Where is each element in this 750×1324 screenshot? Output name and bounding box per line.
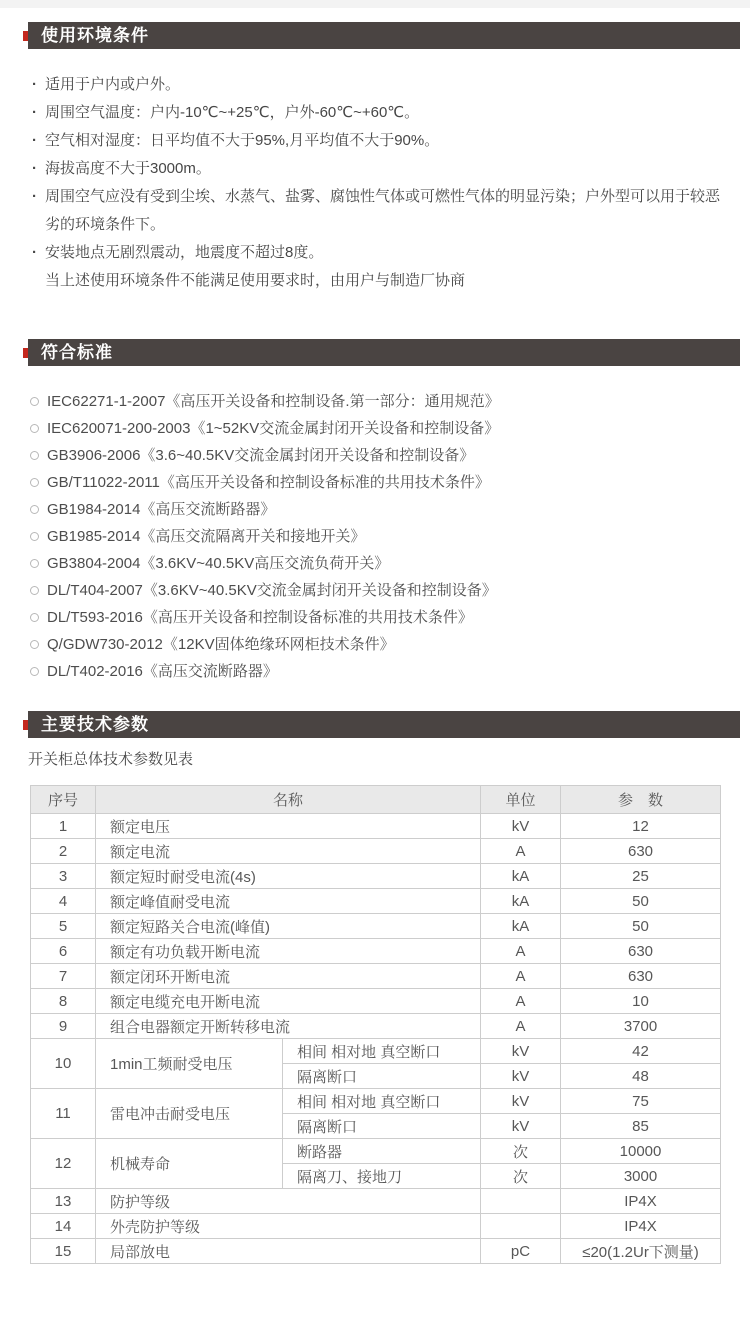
cell-unit: A [481, 839, 561, 864]
cell-name: 额定电流 [96, 839, 481, 864]
cell-value: IP4X [561, 1214, 721, 1239]
cell-name: 机械寿命 [96, 1139, 283, 1189]
cell-no: 12 [31, 1139, 96, 1189]
cell-no: 15 [31, 1239, 96, 1264]
cell-value: 25 [561, 864, 721, 889]
cell-no: 10 [31, 1039, 96, 1089]
cell-no: 2 [31, 839, 96, 864]
env-condition-item: · 适用于户内或户外。 [32, 71, 726, 99]
table-row [31, 1239, 721, 1264]
standard-item: Q/GDW730-2012《12KV固体绝缘环网柜技术条件》 [30, 631, 726, 658]
cell-value: 630 [561, 964, 721, 989]
standard-item: DL/T404-2007《3.6KV~40.5KV交流金属封闭开关设备和控制设备》 [30, 577, 726, 604]
cell-name: 雷电冲击耐受电压 [96, 1089, 283, 1139]
table-caption: 开关柜总体技术参数见表 [28, 751, 194, 768]
section-title-standards: 符合标准 [41, 343, 113, 362]
cell-no: 6 [31, 939, 96, 964]
section-banner-standards [28, 339, 740, 366]
cell-name: 额定短时耐受电流(4s) [96, 864, 481, 889]
cell-name: 1min工频耐受电压 [96, 1039, 283, 1089]
cell-no: 9 [31, 1014, 96, 1039]
cell-subname: 相间 相对地 真空断口 [283, 1039, 481, 1064]
cell-name: 组合电器额定开断转移电流 [96, 1014, 481, 1039]
cell-unit [481, 1214, 561, 1239]
cell-subname: 隔离刀、接地刀 [283, 1164, 481, 1189]
cell-subname: 断路器 [283, 1139, 481, 1164]
env-condition-item: · 海拔高度不大于3000m。 [32, 155, 726, 183]
standard-item: GB/T11022-2011《高压开关设备和控制设备标准的共用技术条件》 [30, 469, 726, 496]
cell-value: 630 [561, 939, 721, 964]
top-strip [0, 0, 750, 8]
env-condition-item: · 安装地点无剧烈震动，地震度不超过8度。 [32, 239, 726, 267]
cell-unit: kV [481, 1114, 561, 1139]
standard-item: GB1984-2014《高压交流断路器》 [30, 496, 726, 523]
cell-value: 3000 [561, 1164, 721, 1189]
cell-value: 48 [561, 1064, 721, 1089]
standard-item: DL/T593-2016《高压开关设备和控制设备标准的共用技术条件》 [30, 604, 726, 631]
table-row [31, 989, 721, 1014]
table-row [31, 864, 721, 889]
env-condition-item: · 空气相对湿度：日平均值不大于95%,月平均值不大于90%。 [32, 127, 726, 155]
cell-name: 额定短路关合电流(峰值) [96, 914, 481, 939]
env-condition-item: · 周围空气应没有受到尘埃、水蒸气、盐雾、腐蚀性气体或可燃性气体的明显污染；户外型可以用于较恶劣的环境条件下。 [32, 183, 726, 239]
cell-unit: kV [481, 1089, 561, 1114]
section-title-environment: 使用环境条件 [41, 26, 149, 45]
cell-value: 50 [561, 889, 721, 914]
table-row [31, 1014, 721, 1039]
cell-no: 7 [31, 964, 96, 989]
cell-subname: 隔离断口 [283, 1064, 481, 1089]
cell-value: 75 [561, 1089, 721, 1114]
cell-name: 局部放电 [96, 1239, 481, 1264]
cell-no: 4 [31, 889, 96, 914]
standard-item: GB1985-2014《高压交流隔离开关和接地开关》 [30, 523, 726, 550]
cell-unit: A [481, 989, 561, 1014]
cell-unit: kA [481, 914, 561, 939]
cell-subname: 相间 相对地 真空断口 [283, 1089, 481, 1114]
env-conditions-list [32, 71, 726, 295]
cell-unit: kV [481, 814, 561, 839]
cell-value: 630 [561, 839, 721, 864]
header-cell-value: 参 数 [561, 786, 721, 814]
table-row [31, 814, 721, 839]
cell-value: 10 [561, 989, 721, 1014]
cell-value: 50 [561, 914, 721, 939]
standard-item: IEC62271-1-2007《高压开关设备和控制设备.第一部分：通用规范》 [30, 388, 726, 415]
cell-unit: kV [481, 1064, 561, 1089]
cell-unit: A [481, 939, 561, 964]
cell-unit [481, 1189, 561, 1214]
cell-value: ≤20(1.2Ur下测量) [561, 1239, 721, 1264]
standards-list [30, 388, 726, 685]
cell-name: 额定电压 [96, 814, 481, 839]
cell-unit: kA [481, 889, 561, 914]
table-row [31, 1039, 721, 1064]
cell-subname: 隔离断口 [283, 1114, 481, 1139]
table-row [31, 939, 721, 964]
cell-name: 额定峰值耐受电流 [96, 889, 481, 914]
table-header-row [31, 786, 721, 814]
cell-no: 3 [31, 864, 96, 889]
standard-item: DL/T402-2016《高压交流断路器》 [30, 658, 726, 685]
cell-no: 14 [31, 1214, 96, 1239]
params-table [30, 785, 721, 1264]
standard-item: GB3906-2006《3.6~40.5KV交流金属封闭开关设备和控制设备》 [30, 442, 726, 469]
cell-name: 额定电缆充电开断电流 [96, 989, 481, 1014]
cell-unit: 次 [481, 1139, 561, 1164]
cell-unit: kV [481, 1039, 561, 1064]
cell-no: 8 [31, 989, 96, 1014]
cell-name: 外壳防护等级 [96, 1214, 481, 1239]
header-cell-no: 序号 [31, 786, 96, 814]
cell-unit: 次 [481, 1164, 561, 1189]
cell-name: 防护等级 [96, 1189, 481, 1214]
table-row [31, 1214, 721, 1239]
table-row [31, 1089, 721, 1114]
standard-item: IEC620071-200-2003《1~52KV交流金属封闭开关设备和控制设备》 [30, 415, 726, 442]
cell-value: 12 [561, 814, 721, 839]
section-banner-parameters [28, 711, 740, 738]
header-cell-unit: 单位 [481, 786, 561, 814]
cell-value: IP4X [561, 1189, 721, 1214]
cell-name: 额定闭环开断电流 [96, 964, 481, 989]
header-cell-name: 名称 [96, 786, 481, 814]
params-table-body [31, 814, 721, 1264]
cell-value: 42 [561, 1039, 721, 1064]
env-condition-note: 当上述使用环境条件不能满足使用要求时，由用户与制造厂协商 [45, 272, 466, 289]
cell-no: 1 [31, 814, 96, 839]
cell-no: 11 [31, 1089, 96, 1139]
section-title-parameters: 主要技术参数 [41, 715, 149, 734]
cell-value: 10000 [561, 1139, 721, 1164]
env-condition-item: · 周围空气温度：户内-10℃~+25℃，户外-60℃~+60℃。 [32, 99, 726, 127]
table-row [31, 914, 721, 939]
cell-unit: pC [481, 1239, 561, 1264]
table-row [31, 1189, 721, 1214]
cell-value: 3700 [561, 1014, 721, 1039]
table-row [31, 889, 721, 914]
cell-unit: A [481, 1014, 561, 1039]
cell-unit: A [481, 964, 561, 989]
cell-value: 85 [561, 1114, 721, 1139]
cell-no: 5 [31, 914, 96, 939]
table-row [31, 839, 721, 864]
cell-unit: kA [481, 864, 561, 889]
cell-no: 13 [31, 1189, 96, 1214]
standard-item: GB3804-2004《3.6KV~40.5KV高压交流负荷开关》 [30, 550, 726, 577]
table-row [31, 964, 721, 989]
section-banner-environment [28, 22, 740, 49]
table-row [31, 1139, 721, 1164]
cell-name: 额定有功负载开断电流 [96, 939, 481, 964]
